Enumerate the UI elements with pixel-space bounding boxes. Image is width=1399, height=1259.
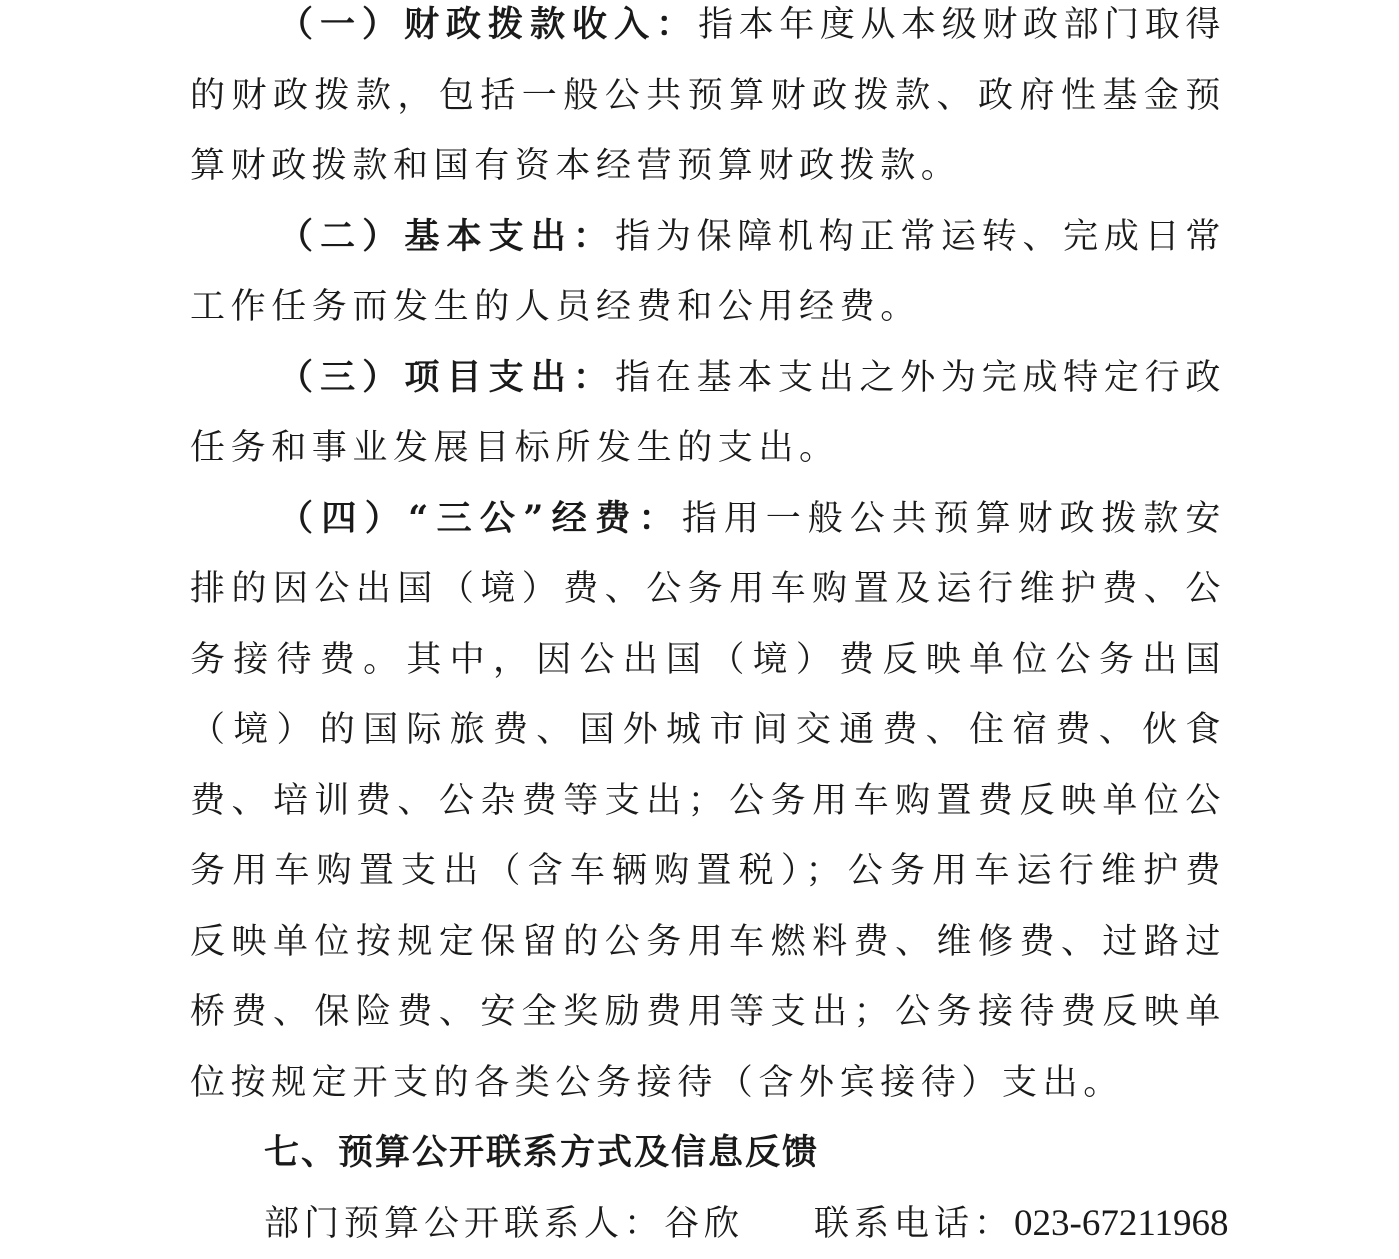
definition-paragraph-2 (190, 202, 1226, 343)
contact-phone-label: 联系电话： (814, 1204, 1014, 1244)
definition-term-4: （四）“三公”经费： (278, 498, 682, 539)
definition-paragraph-1 (190, 0, 1226, 202)
definition-text-2: 指为保障机构正常运转、完成日常工作任务而发生的人员经费和公用经费。 (190, 217, 1226, 328)
contact-line (190, 1189, 1226, 1259)
definition-term-1: （一）财政拨款收入： (278, 4, 698, 45)
definition-term-3: （三）项目支出： (278, 357, 615, 398)
definition-term-2: （二）基本支出： (278, 216, 615, 257)
definition-text-3: 指在基本支出之外为完成特定行政任务和事业发展目标所发生的支出。 (190, 358, 1226, 469)
definition-paragraph-3 (190, 343, 1226, 484)
contact-person: 部门预算公开联系人：谷欣 (264, 1204, 744, 1244)
document-page (190, 0, 1226, 1259)
definition-text-4: 指用一般公共预算财政拨款安排的因公出国（境）费、公务用车购置及运行维护费、公务接待费。其中，因公出国（境）费反映单位公务出国（境）的国际旅费、国外城市间交通费、住宿费、伙食费、培训费、公杂费等支出；公务用车购置费反映单位公务用车购置支出（含车辆购置税）；公务用车运行维护费反映单位按规定保留的公务用车燃料费、维修费、过路过桥费、保险费、安全奖励费用等支出；公务接待费反映单位按规定开支的各类公务接待（含外宾接待）支出。 (190, 499, 1226, 1103)
section-seven-heading: 七、预算公开联系方式及信息反馈 (190, 1118, 1226, 1189)
contact-phone-number: 023-67211968 (1014, 1203, 1228, 1244)
definition-text-1: 指本年度从本级财政部门取得的财政拨款，包括一般公共预算财政拨款、政府性基金预算财政拨款和国有资本经营预算财政拨款。 (190, 5, 1226, 186)
definition-paragraph-4 (190, 484, 1226, 1119)
